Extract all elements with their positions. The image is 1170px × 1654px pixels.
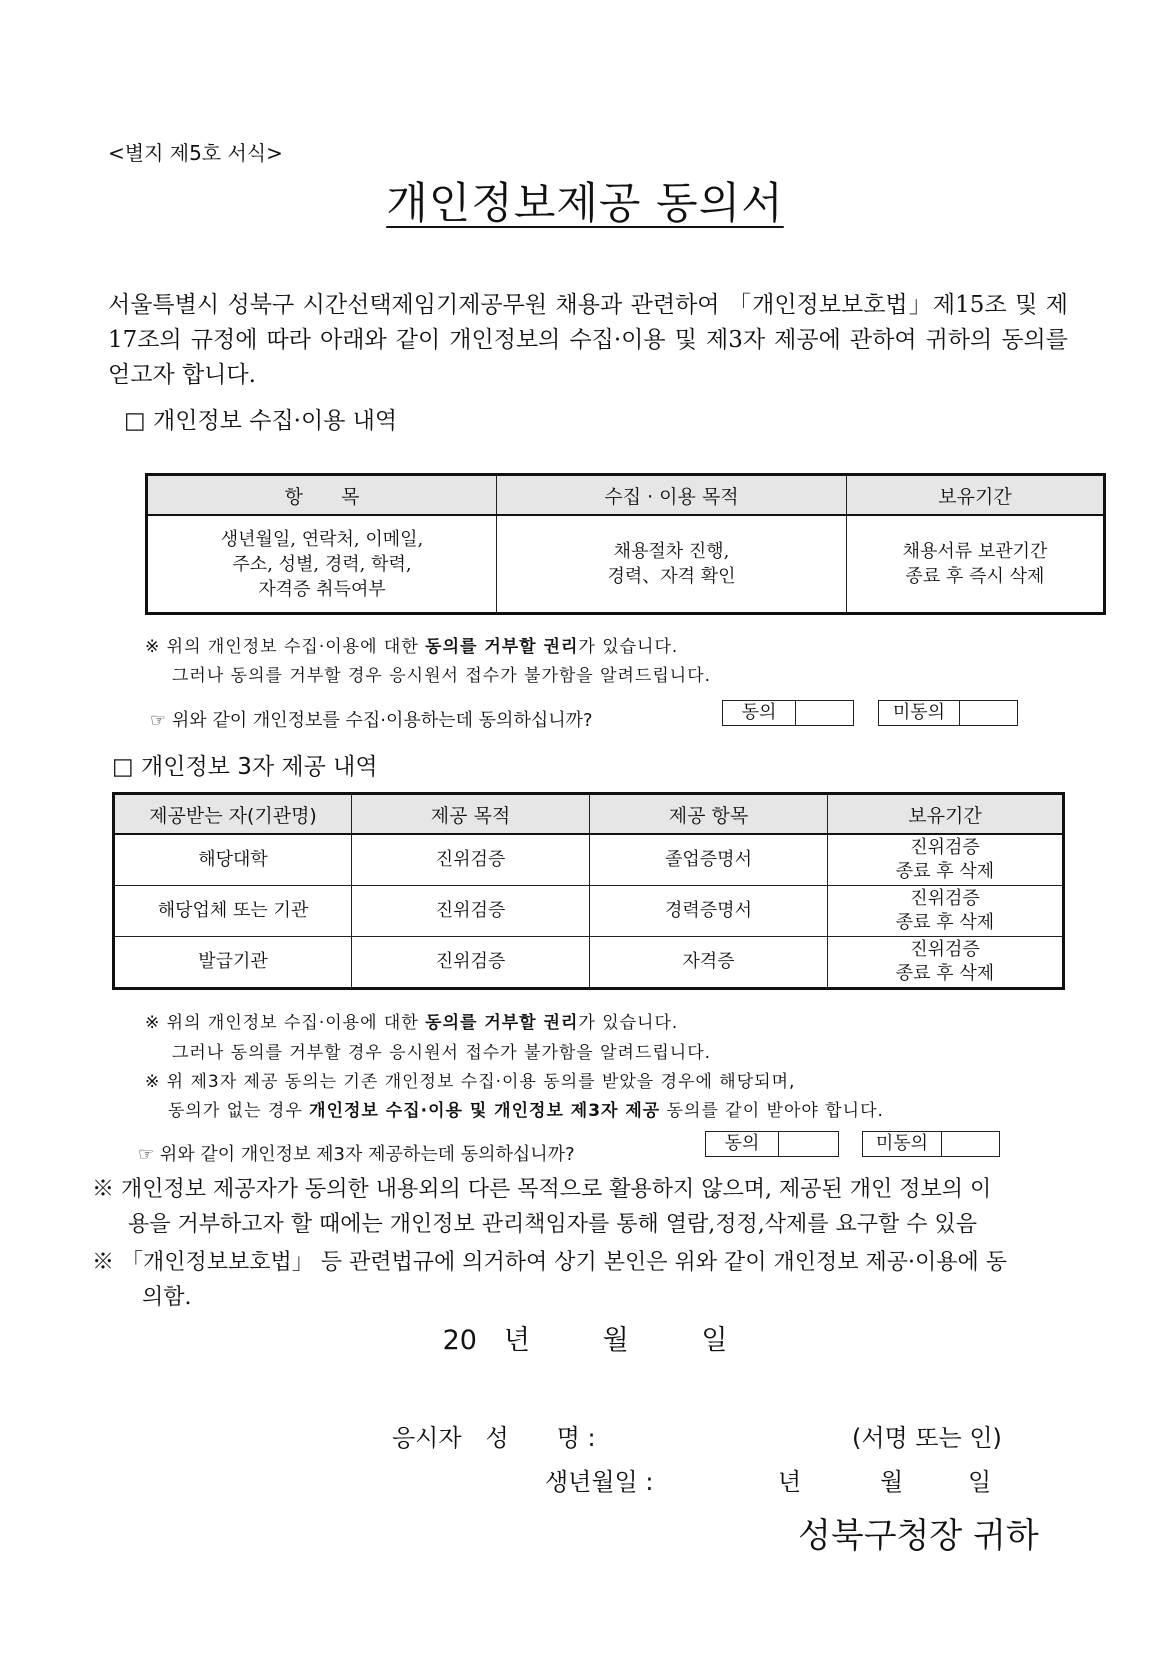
addressee: 성북구청장 귀하	[798, 1516, 1039, 1556]
note-text: 동의를 같이 받아야 합니다.	[660, 1101, 884, 1121]
agree-label: 동의	[723, 701, 796, 725]
cell-purpose: 진위검증	[352, 834, 590, 886]
date-month: 월	[602, 1325, 629, 1356]
footer-note-line: 용을 거부하고자 할 때에는 개인정보 관리책임자를 통해 열람,정정,삭제를 요구할 수 있음	[128, 1212, 977, 1237]
disagree-label: 미동의	[863, 1132, 942, 1156]
cell-retention: 진위검증 종료 후 삭제	[828, 886, 1064, 937]
birthdate-day: 일	[968, 1468, 992, 1496]
cell-retention: 진위검증 종료 후 삭제	[828, 937, 1064, 989]
table-row	[114, 937, 1064, 989]
cell-purpose: 진위검증	[352, 937, 590, 989]
section2-note-refusal-effect: 그러나 동의를 거부할 경우 응시원서 접수가 불가함을 알려드립니다.	[172, 1043, 712, 1063]
date-line	[0, 1318, 1170, 1357]
footer-note-line: 의함.	[142, 1285, 192, 1310]
note-bold-text: 동의를 거부할 권리	[425, 1013, 579, 1033]
document-title	[0, 170, 1170, 231]
table-row	[114, 834, 1064, 886]
agree-checkbox[interactable]	[796, 701, 853, 725]
document-title-text: 개인정보제공 동의서	[386, 179, 784, 229]
section2-agree-box[interactable]	[705, 1131, 839, 1157]
section1-agree-box[interactable]	[722, 700, 854, 726]
table-header-row	[147, 475, 1105, 516]
applicant-name-label: 응시자 성 명 :	[392, 1424, 596, 1452]
cell-purpose: 채용절차 진행, 경력、자격 확인	[497, 515, 847, 614]
cell-recipient: 해당업체 또는 기관	[114, 886, 352, 937]
section2-question: ☞ 위와 같이 개인정보 제3자 제공하는데 동의하십니까?	[138, 1144, 575, 1165]
header-recipient: 제공받는 자(기관명)	[114, 794, 352, 835]
intro-paragraph: 서울특별시 성북구 시간선택제임기제공무원 채용과 관련하여 「개인정보보호법」제15조 및 제17조의 규정에 따라 아래와 같이 개인정보의 수집·이용 및 제3자 제공에 관하여 귀하의 동의를 얻고자 합니다.	[108, 292, 1068, 388]
note-text: ※ 위의 개인정보 수집·이용에 대한	[145, 637, 426, 657]
header-retention: 보유기간	[847, 475, 1105, 516]
header-purpose: 제공 목적	[352, 794, 590, 835]
agree-label: 동의	[706, 1132, 779, 1156]
disagree-checkbox[interactable]	[960, 701, 1017, 725]
section2-note-scope: ※ 위 제3자 제공 동의는 기존 개인정보 수집·이용 동의를 받았을 경우에 해당되며,	[145, 1072, 796, 1092]
note-text: ※ 위의 개인정보 수집·이용에 대한	[145, 1013, 426, 1033]
cell-purpose: 진위검증	[352, 886, 590, 937]
section2-disagree-box[interactable]	[862, 1131, 1000, 1157]
note-bold-text: 동의를 거부할 권리	[425, 637, 579, 657]
header-retention: 보유기간	[828, 794, 1064, 835]
table-row	[114, 886, 1064, 937]
birthdate-year: 년	[778, 1468, 802, 1496]
form-number-label: <별지 제5호 서식>	[108, 141, 283, 165]
cell-recipient: 발급기관	[114, 937, 352, 989]
section1-note-refusal-effect: 그러나 동의를 거부할 경우 응시원서 접수가 불가함을 알려드립니다.	[172, 666, 712, 686]
section1-note-refusal-right	[145, 632, 678, 657]
note-text: 가 있습니다.	[578, 637, 679, 657]
cell-items: 자격증	[590, 937, 828, 989]
section2-heading: □ 개인정보 3자 제공 내역	[112, 754, 378, 780]
footer-note-line: ※ 「개인정보보호법」 등 관련법규에 의거하여 상기 본인은 위와 같이 개인정보 제공·이용에 동	[92, 1250, 1007, 1275]
header-items: 제공 항목	[590, 794, 828, 835]
agree-checkbox[interactable]	[779, 1132, 838, 1156]
third-party-table	[112, 792, 1065, 990]
footer-note-line: ※ 개인정보 제공자가 동의한 내용외의 다른 목적으로 활용하지 않으며, 제공된 개인 정보의 이	[92, 1177, 992, 1202]
header-purpose: 수집 · 이용 목적	[497, 475, 847, 516]
section1-question: ☞ 위와 같이 개인정보를 수집·이용하는데 동의하십니까?	[150, 710, 593, 731]
birthdate-month: 월	[880, 1468, 904, 1496]
note-text: 동의가 없는 경우	[168, 1101, 310, 1121]
section1-disagree-box[interactable]	[878, 700, 1018, 726]
cell-retention: 채용서류 보관기간 종료 후 즉시 삭제	[847, 515, 1105, 614]
table-row	[147, 515, 1105, 614]
date-day: 일	[701, 1325, 728, 1356]
collection-use-table	[145, 473, 1106, 615]
note-bold-text: 개인정보 수집·이용 및 개인정보 제3자 제공	[309, 1101, 661, 1121]
header-items: 항 목	[147, 475, 497, 516]
disagree-checkbox[interactable]	[942, 1132, 999, 1156]
note-text: 가 있습니다.	[578, 1013, 679, 1033]
date-year: 20 년	[442, 1325, 531, 1356]
table-header-row	[114, 794, 1064, 835]
section2-note-requirement	[168, 1096, 884, 1121]
cell-retention: 진위검증 종료 후 삭제	[828, 834, 1064, 886]
cell-items: 경력증명서	[590, 886, 828, 937]
cell-recipient: 해당대학	[114, 834, 352, 886]
disagree-label: 미동의	[879, 701, 960, 725]
cell-items: 졸업증명서	[590, 834, 828, 886]
section1-heading: □ 개인정보 수집·이용 내역	[124, 408, 398, 434]
section2-note-refusal-right	[145, 1008, 678, 1033]
cell-items: 생년월일, 연락처, 이메일, 주소, 성별, 경력, 학력, 자격증 취득여부	[147, 515, 497, 614]
seal-label: (서명 또는 인)	[852, 1424, 1002, 1452]
birthdate-label: 생년월일 :	[545, 1468, 654, 1496]
